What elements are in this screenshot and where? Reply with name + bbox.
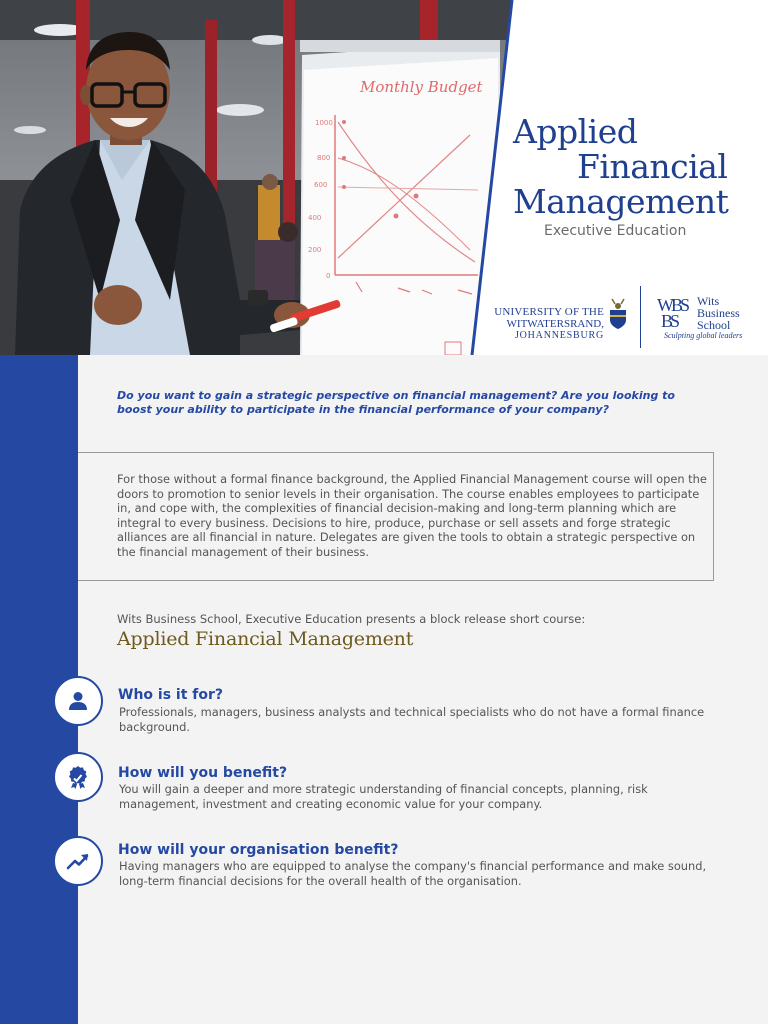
wbs-name [697,295,740,331]
whiteboard-tick: 600 [314,181,328,189]
whiteboard-tick: 0 [326,272,331,280]
university-line1: UNIVERSITY OF THE [494,306,604,318]
main-title-line3: Management [513,182,729,221]
university-line3: JOHANNESBURG [514,330,604,341]
award-ribbon-icon [66,765,90,789]
section-heading-org-benefit: How will your organisation benefit? [118,842,399,858]
crest-icon [608,296,628,330]
subtitle: Executive Education [544,223,687,239]
wbs-tagline: Sculpting global leaders [664,331,743,340]
description-box [78,452,714,581]
trend-up-icon [66,849,90,873]
whiteboard-tick: 400 [308,214,322,222]
wbs-line2: Business [697,306,740,320]
wbs-monogram-icon [657,293,695,329]
wbs-line1: Wits [697,294,720,308]
whiteboard-tick: 1000 [315,119,333,127]
description-text: For those without a formal finance background, the Applied Financial Management course will open the doors to promotion to senior levels in their organisation. The course enables employees to participate in, and cope with, the complexities of financial decision-making and long-term planning which are integral to every business. Decisions to hire, produce, purchase or sell assets and forge strategic alliances are all financial in nature. Delegates are given the tools to obtain a strategic perspective on the financial management of their business. [117,472,707,559]
logo-divider [640,286,641,348]
whiteboard-title: Monthly Budget [360,78,483,96]
course-title: Applied Financial Management [117,628,414,650]
section-text-who: Professionals, managers, business analysts and technical specialists who do not have a formal finance background. [119,705,705,734]
wbs-line3: School [697,318,731,332]
university-line2: WITWATERSRAND, [506,318,604,330]
intro-question: Do you want to gain a strategic perspective on financial management? Are you looking to boost your ability to participate in the financial performance of your company? [117,389,675,416]
main-title-line2: Financial [577,147,728,186]
wits-university-logo [494,306,604,341]
person-icon-badge [53,676,103,726]
section-heading-you-benefit: How will you benefit? [118,765,288,781]
svg-text:BS: BS [661,311,678,329]
presents-line: Wits Business School, Executive Education presents a block release short course: [117,612,586,626]
trend-icon-badge [53,836,103,886]
whiteboard-tick: 800 [317,154,331,162]
hero-banner [0,0,768,355]
person-icon [66,689,90,713]
main-title-line1: Applied [513,112,638,151]
svg-text:WBS: WBS [657,295,688,315]
section-text-org-benefit: Having managers who are equipped to analyse the company's financial performance and make sound, long-term financial decisions for the overall health of the organisation. [119,859,707,888]
section-heading-who: Who is it for? [118,687,224,703]
award-icon-badge [53,752,103,802]
whiteboard-tick: 200 [308,246,322,254]
section-text-you-benefit: You will gain a deeper and more strategic understanding of financial concepts, planning, risk management, investment and creating economic value for your company. [119,782,648,811]
